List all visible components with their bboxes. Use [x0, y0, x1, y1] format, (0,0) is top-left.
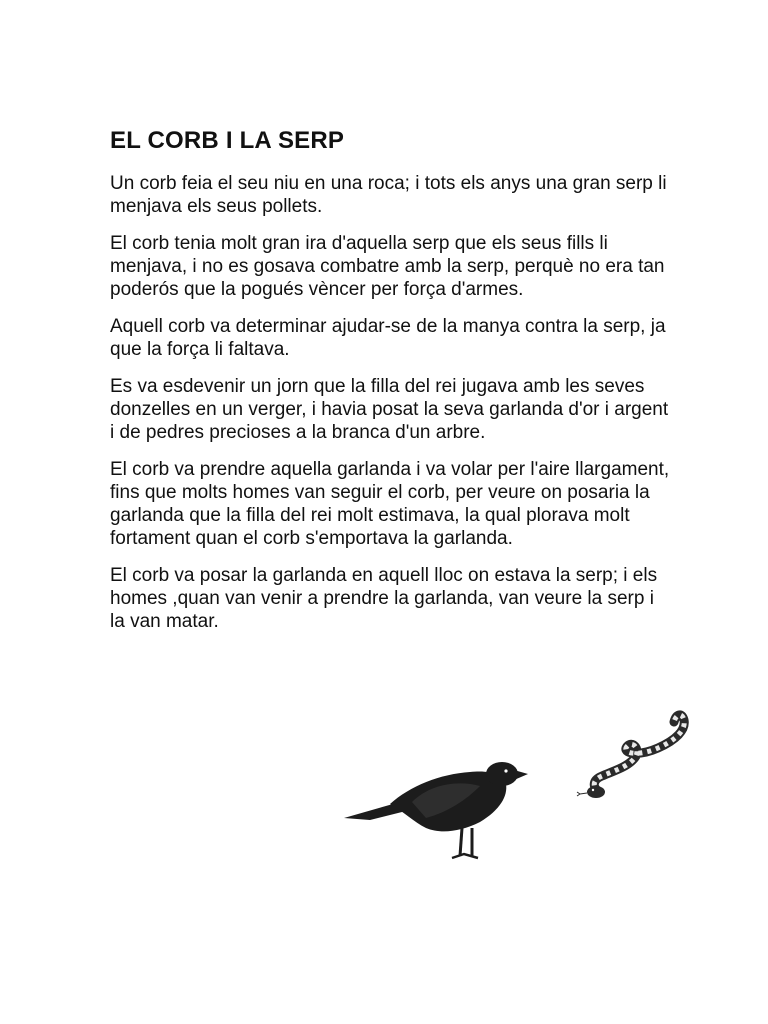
paragraph-3: Aquell corb va determinar ajudar-se de la manya contra la serp, ja que la força li faltava. [110, 316, 666, 360]
paragraph-6: El corb va posar la garlanda en aquell lloc on estava la serp; i els homes ,quan van venir a prendre la garlanda, van veure la serp i la van matar. [110, 565, 658, 632]
crow-icon [344, 762, 528, 858]
snake-icon [577, 715, 684, 798]
crow-and-snake-illustration [330, 700, 710, 870]
paragraph-4: Es va esdevenir un jorn que la filla del rei jugava amb les seves donzelles en un verger, i havia posat la seva garlanda d'or i argent i de pedres precioses a la branca d'un arbre. [110, 376, 669, 443]
paragraph-5: El corb va prendre aquella garlanda i va volar per l'aire llargament, fins que molts homes van seguir el corb, per veure on posaria la garlanda que la filla del rei molt estimava, la qual plorava molt fortament quan el corb s'emportava la garlanda. [110, 459, 670, 549]
paragraph-1: Un corb feia el seu niu en una roca; i tots els anys una gran serp li menjava els seus pollets. [110, 173, 667, 217]
paragraph-2: El corb tenia molt gran ira d'aquella serp que els seus fills li menjava, i no es gosava combatre amb la serp, perquè no era tan poderós que la pogués vèncer per força d'armes. [110, 233, 665, 300]
document-body [110, 124, 670, 647]
page-title: EL CORB I LA SERP [110, 127, 345, 154]
text-viewport [110, 124, 690, 681]
